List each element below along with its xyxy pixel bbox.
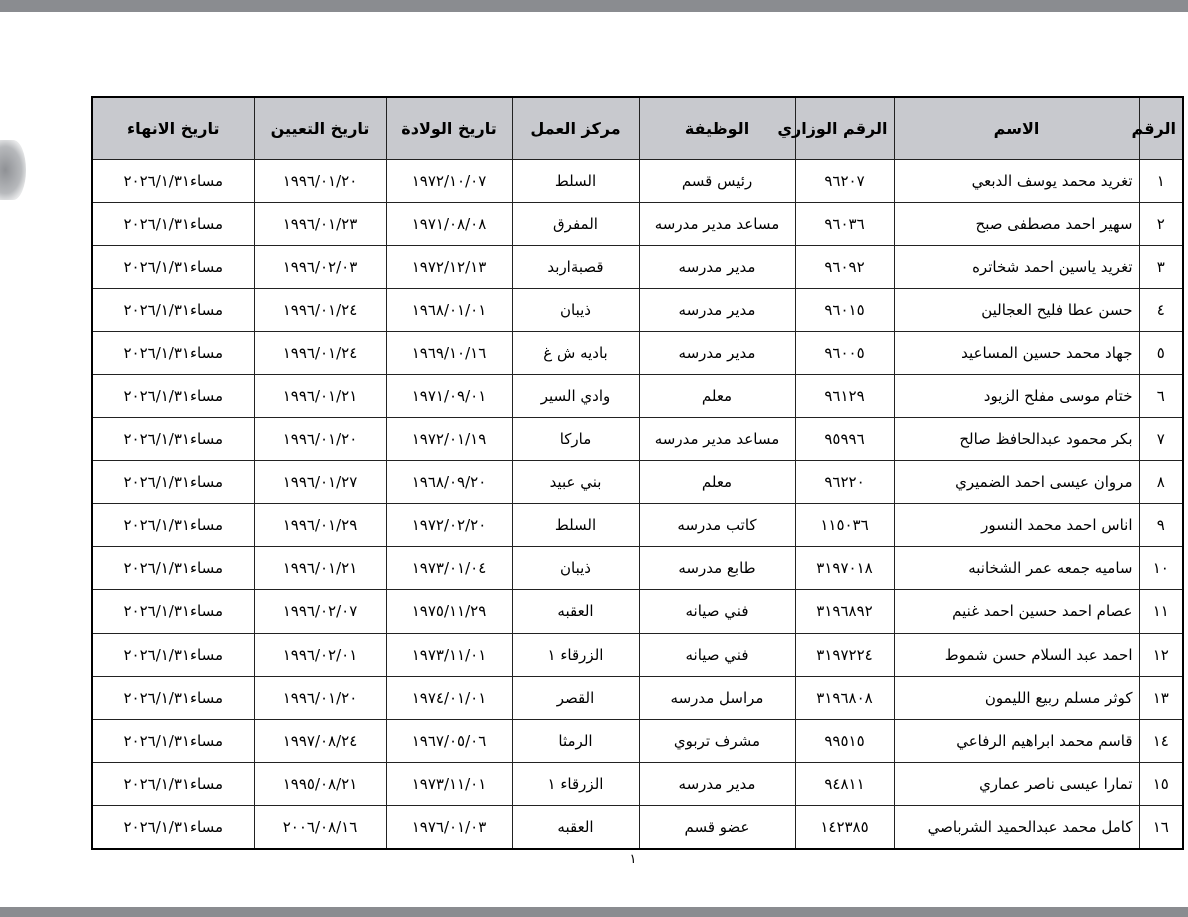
cell-name: قاسم محمد ابراهيم الرفاعي <box>894 719 1139 762</box>
cell-work-center: الزرقاء ١ <box>512 762 639 805</box>
table-row <box>92 762 1183 805</box>
cell-appointment-date: ١٩٩٦/٠١/٢٣ <box>254 203 386 246</box>
cell-name: بكر محمود عبدالحافظ صالح <box>894 418 1139 461</box>
cell-birth-date: ١٩٦٨/٠٩/٢٠ <box>386 461 512 504</box>
table-row <box>92 375 1183 418</box>
header-end-date: تاريخ الانهاء <box>92 97 254 160</box>
cell-name: تغريد محمد يوسف الدبعي <box>894 160 1139 203</box>
cell-job: عضو قسم <box>639 805 795 849</box>
table-row <box>92 719 1183 762</box>
punch-hole-mark <box>0 140 26 200</box>
cell-name: ساميه جمعه عمر الشخانبه <box>894 547 1139 590</box>
cell-end-date: مساء٢٠٢٦/١/٣١ <box>92 289 254 332</box>
cell-work-center: المفرق <box>512 203 639 246</box>
cell-num: ١ <box>1139 160 1183 203</box>
header-ministry-no: الرقم الوزاري <box>795 97 894 160</box>
cell-work-center: القصر <box>512 676 639 719</box>
header-birth-date: تاريخ الولادة <box>386 97 512 160</box>
cell-appointment-date: ١٩٩٥/٠٨/٢١ <box>254 762 386 805</box>
cell-ministry-no: ٩٥٩٩٦ <box>795 418 894 461</box>
cell-ministry-no: ٣١٩٦٨٩٢ <box>795 590 894 633</box>
cell-ministry-no: ٣١٩٦٨٠٨ <box>795 676 894 719</box>
cell-birth-date: ١٩٦٧/٠٥/٠٦ <box>386 719 512 762</box>
header-work-center: مركز العمل <box>512 97 639 160</box>
table-row <box>92 590 1183 633</box>
cell-end-date: مساء٢٠٢٦/١/٣١ <box>92 160 254 203</box>
header-name: الاسم <box>894 97 1139 160</box>
cell-appointment-date: ١٩٩٦/٠١/٢٤ <box>254 289 386 332</box>
header-job: الوظيفة <box>639 97 795 160</box>
scan-border-bottom <box>0 907 1188 917</box>
cell-birth-date: ١٩٧٦/٠١/٠٣ <box>386 805 512 849</box>
table-row <box>92 160 1183 203</box>
cell-work-center: وادي السير <box>512 375 639 418</box>
cell-ministry-no: ٩٩٥١٥ <box>795 719 894 762</box>
cell-job: مساعد مدير مدرسه <box>639 203 795 246</box>
cell-appointment-date: ١٩٩٦/٠٢/٠٧ <box>254 590 386 633</box>
table-header-row <box>92 97 1183 160</box>
cell-num: ٨ <box>1139 461 1183 504</box>
cell-num: ١١ <box>1139 590 1183 633</box>
cell-birth-date: ١٩٧٣/١١/٠١ <box>386 633 512 676</box>
cell-num: ٢ <box>1139 203 1183 246</box>
cell-work-center: باديه ش غ <box>512 332 639 375</box>
cell-appointment-date: ١٩٩٦/٠١/٢٠ <box>254 418 386 461</box>
cell-appointment-date: ١٩٩٦/٠١/٢٤ <box>254 332 386 375</box>
cell-appointment-date: ٢٠٠٦/٠٨/١٦ <box>254 805 386 849</box>
cell-ministry-no: ٩٦٠٩٢ <box>795 246 894 289</box>
cell-birth-date: ١٩٧٥/١١/٢٩ <box>386 590 512 633</box>
cell-job: مدير مدرسه <box>639 762 795 805</box>
cell-name: كامل محمد عبدالحميد الشرباصي <box>894 805 1139 849</box>
cell-job: مساعد مدير مدرسه <box>639 418 795 461</box>
cell-end-date: مساء٢٠٢٦/١/٣١ <box>92 805 254 849</box>
cell-ministry-no: ٩٦٠٣٦ <box>795 203 894 246</box>
cell-work-center: الرمثا <box>512 719 639 762</box>
cell-appointment-date: ١٩٩٧/٠٨/٢٤ <box>254 719 386 762</box>
cell-end-date: مساء٢٠٢٦/١/٣١ <box>92 375 254 418</box>
cell-work-center: بني عبيد <box>512 461 639 504</box>
table-row <box>92 461 1183 504</box>
cell-end-date: مساء٢٠٢٦/١/٣١ <box>92 504 254 547</box>
cell-end-date: مساء٢٠٢٦/١/٣١ <box>92 676 254 719</box>
cell-work-center: العقبه <box>512 590 639 633</box>
cell-num: ٤ <box>1139 289 1183 332</box>
cell-name: عصام احمد حسين احمد غنيم <box>894 590 1139 633</box>
cell-end-date: مساء٢٠٢٦/١/٣١ <box>92 203 254 246</box>
cell-work-center: ذيبان <box>512 547 639 590</box>
cell-work-center: ماركا <box>512 418 639 461</box>
page-number-text: ١ <box>629 852 637 867</box>
cell-name: اناس احمد محمد النسور <box>894 504 1139 547</box>
cell-num: ٦ <box>1139 375 1183 418</box>
cell-birth-date: ١٩٧٢/٠١/١٩ <box>386 418 512 461</box>
cell-work-center: قصبةاربد <box>512 246 639 289</box>
cell-birth-date: ١٩٧٢/٠٢/٢٠ <box>386 504 512 547</box>
page-number <box>0 852 1188 867</box>
cell-birth-date: ١٩٧٣/١١/٠١ <box>386 762 512 805</box>
cell-appointment-date: ١٩٩٦/٠١/٢٠ <box>254 160 386 203</box>
cell-ministry-no: ٣١٩٧٠١٨ <box>795 547 894 590</box>
cell-appointment-date: ١٩٩٦/٠٢/٠١ <box>254 633 386 676</box>
cell-ministry-no: ٩٦١٢٩ <box>795 375 894 418</box>
cell-end-date: مساء٢٠٢٦/١/٣١ <box>92 719 254 762</box>
cell-birth-date: ١٩٧٢/١٢/١٣ <box>386 246 512 289</box>
cell-name: جهاد محمد حسين المساعيد <box>894 332 1139 375</box>
cell-num: ١٢ <box>1139 633 1183 676</box>
cell-name: تغريد ياسين احمد شخاتره <box>894 246 1139 289</box>
cell-name: سهير احمد مصطفى صبح <box>894 203 1139 246</box>
cell-num: ٩ <box>1139 504 1183 547</box>
cell-ministry-no: ١١٥٠٣٦ <box>795 504 894 547</box>
cell-ministry-no: ٩٦٠١٥ <box>795 289 894 332</box>
cell-num: ١٤ <box>1139 719 1183 762</box>
cell-birth-date: ١٩٧٤/٠١/٠١ <box>386 676 512 719</box>
cell-end-date: مساء٢٠٢٦/١/٣١ <box>92 418 254 461</box>
cell-appointment-date: ١٩٩٦/٠١/٢٠ <box>254 676 386 719</box>
cell-end-date: مساء٢٠٢٦/١/٣١ <box>92 332 254 375</box>
cell-end-date: مساء٢٠٢٦/١/٣١ <box>92 461 254 504</box>
cell-job: مدير مدرسه <box>639 332 795 375</box>
cell-appointment-date: ١٩٩٦/٠١/٢١ <box>254 547 386 590</box>
cell-num: ٥ <box>1139 332 1183 375</box>
cell-end-date: مساء٢٠٢٦/١/٣١ <box>92 762 254 805</box>
cell-end-date: مساء٢٠٢٦/١/٣١ <box>92 246 254 289</box>
cell-birth-date: ١٩٧١/٠٩/٠١ <box>386 375 512 418</box>
cell-job: مدير مدرسه <box>639 289 795 332</box>
table-row <box>92 504 1183 547</box>
table-row <box>92 418 1183 461</box>
cell-birth-date: ١٩٦٩/١٠/١٦ <box>386 332 512 375</box>
cell-job: معلم <box>639 375 795 418</box>
cell-work-center: العقبه <box>512 805 639 849</box>
cell-ministry-no: ٩٦٠٠٥ <box>795 332 894 375</box>
cell-job: فني صيانه <box>639 590 795 633</box>
table-row <box>92 332 1183 375</box>
table-row <box>92 203 1183 246</box>
cell-work-center: السلط <box>512 160 639 203</box>
retirement-roster-table <box>91 96 1184 850</box>
table-body <box>92 160 1183 850</box>
cell-job: مراسل مدرسه <box>639 676 795 719</box>
cell-job: مدير مدرسه <box>639 246 795 289</box>
cell-num: ١٥ <box>1139 762 1183 805</box>
cell-birth-date: ١٩٧٢/١٠/٠٧ <box>386 160 512 203</box>
cell-work-center: الزرقاء ١ <box>512 633 639 676</box>
cell-num: ١٠ <box>1139 547 1183 590</box>
cell-end-date: مساء٢٠٢٦/١/٣١ <box>92 590 254 633</box>
table-row <box>92 676 1183 719</box>
cell-work-center: السلط <box>512 504 639 547</box>
cell-job: مشرف تربوي <box>639 719 795 762</box>
table-row <box>92 246 1183 289</box>
cell-job: رئيس قسم <box>639 160 795 203</box>
cell-ministry-no: ٩٦٢٢٠ <box>795 461 894 504</box>
cell-num: ١٣ <box>1139 676 1183 719</box>
header-appointment-date: تاريخ التعيين <box>254 97 386 160</box>
cell-ministry-no: ٣١٩٧٢٢٤ <box>795 633 894 676</box>
table-row <box>92 633 1183 676</box>
cell-birth-date: ١٩٧١/٠٨/٠٨ <box>386 203 512 246</box>
cell-appointment-date: ١٩٩٦/٠١/٢٧ <box>254 461 386 504</box>
cell-job: طابع مدرسه <box>639 547 795 590</box>
cell-appointment-date: ١٩٩٦/٠١/٢٩ <box>254 504 386 547</box>
header-num: الرقم <box>1139 97 1183 160</box>
cell-name: كوثر مسلم ربيع الليمون <box>894 676 1139 719</box>
table-row <box>92 805 1183 849</box>
cell-name: تمارا عيسى ناصر عماري <box>894 762 1139 805</box>
cell-job: معلم <box>639 461 795 504</box>
cell-ministry-no: ١٤٢٣٨٥ <box>795 805 894 849</box>
cell-num: ١٦ <box>1139 805 1183 849</box>
cell-name: ختام موسى مفلح الزيود <box>894 375 1139 418</box>
cell-num: ٣ <box>1139 246 1183 289</box>
cell-ministry-no: ٩٦٢٠٧ <box>795 160 894 203</box>
cell-ministry-no: ٩٤٨١١ <box>795 762 894 805</box>
cell-name: مروان عيسى احمد الضميري <box>894 461 1139 504</box>
cell-name: حسن عطا فليح العجالين <box>894 289 1139 332</box>
cell-appointment-date: ١٩٩٦/٠١/٢١ <box>254 375 386 418</box>
cell-name: احمد عبد السلام حسن شموط <box>894 633 1139 676</box>
cell-birth-date: ١٩٦٨/٠١/٠١ <box>386 289 512 332</box>
cell-end-date: مساء٢٠٢٦/١/٣١ <box>92 633 254 676</box>
scan-border-top <box>0 0 1188 12</box>
table-row <box>92 547 1183 590</box>
cell-job: كاتب مدرسه <box>639 504 795 547</box>
cell-job: فني صيانه <box>639 633 795 676</box>
cell-work-center: ذيبان <box>512 289 639 332</box>
cell-appointment-date: ١٩٩٦/٠٢/٠٣ <box>254 246 386 289</box>
cell-num: ٧ <box>1139 418 1183 461</box>
cell-birth-date: ١٩٧٣/٠١/٠٤ <box>386 547 512 590</box>
cell-end-date: مساء٢٠٢٦/١/٣١ <box>92 547 254 590</box>
table-row <box>92 289 1183 332</box>
